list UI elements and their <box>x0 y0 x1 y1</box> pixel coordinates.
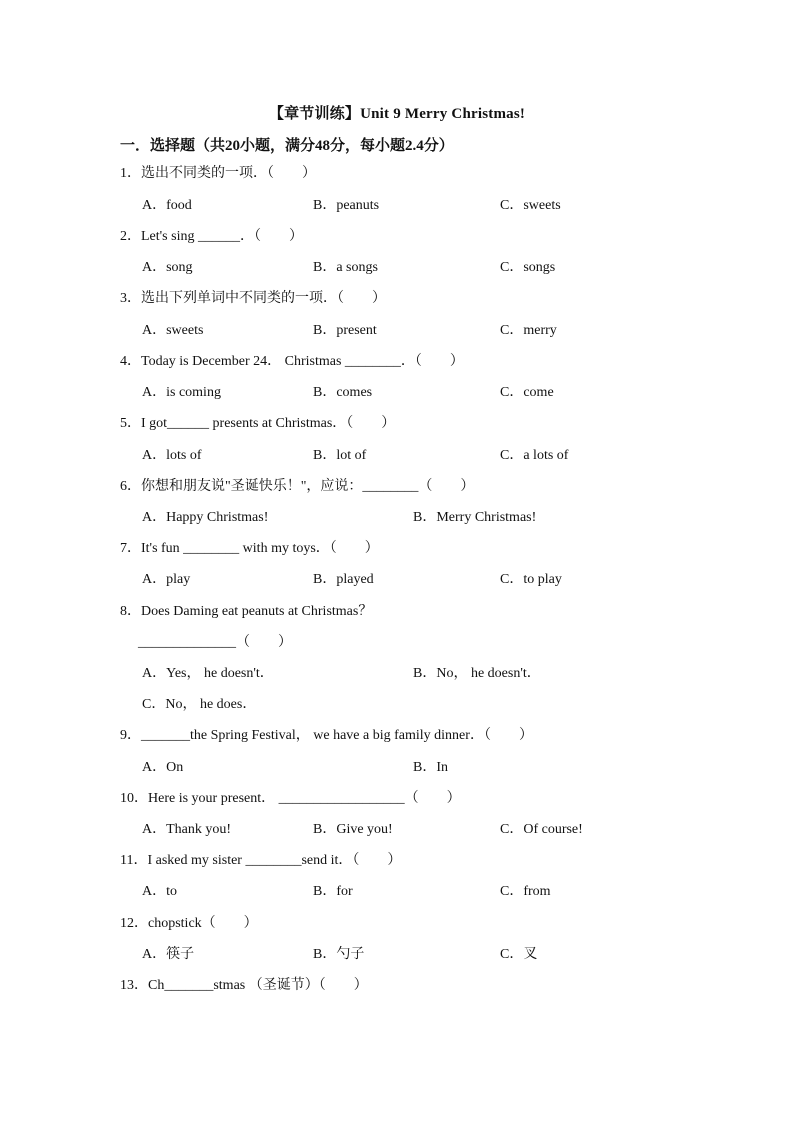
question-stem: 3．选出下列单词中不同类的一项．（ ） <box>120 291 386 306</box>
option-c: C．to play <box>500 572 562 587</box>
option-a: A．Happy Christmas! <box>142 510 269 525</box>
option-b: B．Merry Christmas! <box>413 510 537 525</box>
option-b: B．comes <box>313 385 373 400</box>
question-3 <box>0 287 794 311</box>
question-1 <box>0 162 794 186</box>
option-a: A．筷子 <box>142 947 195 962</box>
question-6 <box>0 475 794 499</box>
question-stem: 7．It's fun ________ with my toys．（ ） <box>120 541 379 556</box>
question-1-options <box>0 194 794 218</box>
option-b: B．played <box>313 572 374 587</box>
question-5-options <box>0 444 794 468</box>
option-b: B．lot of <box>313 448 367 463</box>
option-c: C．sweets <box>500 198 561 213</box>
section-heading: 一．选择题（共20小题，满分48分，每小题2.4分） <box>120 138 454 154</box>
option-a: A．song <box>142 260 193 275</box>
question-12-options <box>0 943 794 967</box>
question-11 <box>0 849 794 873</box>
question-4-options <box>0 381 794 405</box>
option-c: C．songs <box>500 260 556 275</box>
question-2 <box>0 225 794 249</box>
option-b: B．Give you! <box>313 822 393 837</box>
option-a: A．Thank you! <box>142 822 232 837</box>
question-4 <box>0 350 794 374</box>
option-a: A．play <box>142 572 191 587</box>
option-c: C．come <box>500 385 554 400</box>
question-13 <box>0 974 794 998</box>
question-10 <box>0 787 794 811</box>
question-9-options <box>0 756 794 780</box>
option-c: C．No， he does． <box>142 697 257 712</box>
option-b: B．勺子 <box>313 947 365 962</box>
option-c: C．Of course! <box>500 822 583 837</box>
question-8-options <box>0 662 794 686</box>
option-a: A．is coming <box>142 385 221 400</box>
question-2-options <box>0 256 794 280</box>
option-b: B．present <box>313 323 377 338</box>
question-stem: 1．选出不同类的一项．（ ） <box>120 166 316 181</box>
question-stem: 12．chopstick（ ） <box>120 916 258 931</box>
question-stem: 2．Let's sing ______．（ ） <box>120 229 303 244</box>
option-a: A．sweets <box>142 323 204 338</box>
question-stem: 10．Here is your present． __________________（ ） <box>120 791 461 806</box>
question-stem: 6．你想和朋友说"圣诞快乐！"，应说：________（ ） <box>120 479 475 494</box>
question-stem: 13．Ch_______stmas （圣诞节）（ ） <box>120 978 368 993</box>
option-c: C．merry <box>500 323 557 338</box>
question-7 <box>0 537 794 561</box>
question-11-options <box>0 880 794 904</box>
question-10-options <box>0 818 794 842</box>
option-c: C．a lots of <box>500 448 569 463</box>
question-stem: 8．Does Daming eat peanuts at Christmas？ <box>120 604 373 619</box>
answer-blank: ______________（ ） <box>138 635 292 650</box>
question-12 <box>0 912 794 936</box>
question-7-options <box>0 568 794 592</box>
option-a: A．On <box>142 760 184 775</box>
option-b: B．a songs <box>313 260 378 275</box>
option-b: B．No， he doesn't． <box>413 666 541 681</box>
question-5 <box>0 412 794 436</box>
option-a: A．lots of <box>142 448 202 463</box>
option-c: C．叉 <box>500 947 538 962</box>
option-b: B．peanuts <box>313 198 380 213</box>
option-b: B．In <box>413 760 448 775</box>
question-8 <box>0 600 794 624</box>
question-stem: 5．I got______ presents at Christmas．（ ） <box>120 416 396 431</box>
question-8-answer-line <box>0 631 794 655</box>
page-title: 【章节训练】Unit 9 Merry Christmas! <box>268 106 526 122</box>
option-a: A．to <box>142 884 177 899</box>
option-a: A．food <box>142 198 192 213</box>
option-c: C．from <box>500 884 551 899</box>
option-b: B．for <box>313 884 353 899</box>
question-8-options-2 <box>0 693 794 717</box>
option-a: A．Yes， he doesn't． <box>142 666 274 681</box>
question-stem: 11．I asked my sister ________send it．（ ） <box>120 853 402 868</box>
question-3-options <box>0 319 794 343</box>
question-6-options <box>0 506 794 530</box>
question-stem: 9．_______the Spring Festival， we have a big family dinner．（ ） <box>120 728 533 743</box>
question-9 <box>0 724 794 748</box>
question-stem: 4．Today is December 24． Christmas ________．（ ） <box>120 354 464 369</box>
